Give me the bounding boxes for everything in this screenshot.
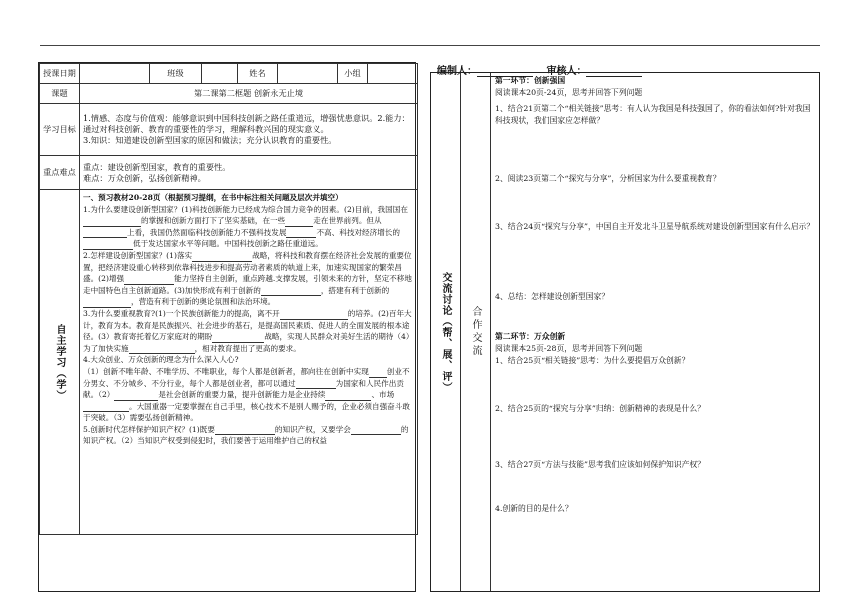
section-2-title: [495, 331, 815, 343]
text-run: 战略，实现人民群众对美好生活的期待（4）为了加快实施: [83, 332, 414, 353]
blank[interactable]: [325, 392, 371, 401]
top-rule: [40, 45, 820, 46]
objectives-label-text: 学习目标: [43, 124, 76, 134]
text-run: 不高、科技对经济增长的: [316, 227, 400, 237]
discussion-label: 交流讨论（帮、展、评）: [440, 271, 451, 393]
text-run: 走在世界前列。但从: [313, 216, 382, 226]
lesson-table: [39, 63, 418, 535]
name-cell[interactable]: [278, 64, 338, 84]
text-run: 的培养。(2)百年大计，教育为本。教育是民族振兴、社会进步的基石，是提高国民素质、促进人的全面发展的根本途径。(3）教育寄托着亿万家庭对的期盼: [83, 308, 412, 342]
group-cell[interactable]: [368, 64, 418, 84]
discussion-label-cell: [431, 73, 461, 591]
question-4: 4、总结：怎样建设创新型国家？: [495, 292, 610, 301]
objective-item: 1.情感、态度与价值观：能够意识到中国科技创新之路任重道远，增强忧患意识。2.能力：通过对科技创新、教育的重要性的学习，理解科教兴国的现实意义。: [83, 113, 410, 134]
discussion-content: [491, 73, 819, 591]
self-study-label: 自主学习（学）: [54, 323, 65, 401]
text-run: 的知识产权，又要学会: [274, 424, 351, 434]
text-run: ，搭建有利于创新的: [320, 285, 390, 295]
text-run: 的掌握和创新方面打下了坚实基础，在一些: [141, 216, 286, 226]
topic-label: 课题: [40, 84, 80, 104]
text-run: （1）创新不唯年龄、不唯学历、不唯职业，每个人都是创新者，都向往在创新中实现: [83, 366, 369, 376]
section-2-instruction: 阅读课本25页-28页，思考并回答下列问题: [495, 344, 643, 353]
study-item-1: [83, 204, 414, 250]
blank[interactable]: [280, 311, 348, 320]
self-study-heading: 一、预习教材20-28页（根据预习提纲，在书中标注相关问题及层次并填空）: [83, 193, 343, 202]
blank[interactable]: [261, 287, 321, 296]
blank[interactable]: [83, 241, 133, 250]
question-3: 3、结合24页“探究与分享”，中国自主开发北斗卫星导航系统对建设创新型国家有什么启示？: [495, 222, 815, 231]
key-point-item: 重点：建设创新型国家，教育的重要性。: [83, 161, 231, 172]
group-label: 小组: [338, 64, 368, 84]
section-2-title-text: 第二环节：万众创新: [495, 332, 566, 341]
text-run: 能力坚持自主创新，重点跨越.支撑发展，引领未来的方针，坚定不移地走中国特色自主创新道路。(3)加快形成有利于创新的: [83, 274, 412, 295]
question-1: 1、结合21页第二个“相关链接”思考：有人认为我国是科技强国了，你的看法如何?针对我国科技现状，我们国家应怎样做？: [495, 104, 811, 125]
right-page: [430, 72, 820, 592]
blank[interactable]: [296, 380, 336, 389]
study-item-3: [83, 308, 414, 354]
objective-item: 3.知识：知道建设创新型国家的原因和做法；充分认识教育的重要性。: [83, 135, 337, 145]
text-run: 4.大众创业、万众创新的理念为什么深入人心?: [83, 355, 239, 365]
blank[interactable]: [192, 253, 252, 262]
text-run: 为国家和人民作出贡献。（2）: [83, 378, 404, 400]
text-run: ，营造有利于创新的奥论氛围和法治环境。: [131, 297, 276, 307]
text-run: 3.为什么要重视教育?(1)一个民族创新能力的提高，离不开: [83, 308, 280, 318]
text-run: 创业不分男女、不分城乡、不分行业，每个人都是创业者，都可以通过: [83, 366, 410, 388]
text-run: ，相对教育提出了更高的要求。: [194, 343, 301, 353]
blank[interactable]: [124, 276, 174, 285]
cooperation-label-cell: [461, 73, 491, 591]
blank[interactable]: [114, 392, 158, 401]
class-cell[interactable]: [202, 64, 238, 84]
text-run: 上看，我国仍然面临科技创新能力不强科技发展: [127, 227, 287, 237]
key-point-item: 难点：万众创新，弘扬创新精神。: [83, 172, 206, 183]
cooperation-label: 合作交流: [470, 306, 481, 358]
key-points-label: [40, 156, 80, 190]
date-cell[interactable]: [80, 64, 150, 84]
question-7: 3、结合27页“方法与技能”思考我们应该如何保护知识产权？: [495, 460, 705, 469]
study-item-5: [83, 424, 414, 447]
name-label: 姓名: [238, 64, 278, 84]
blank[interactable]: [286, 229, 316, 238]
editor-label: 编制人：: [437, 66, 477, 77]
study-item-2: [83, 250, 414, 308]
text-run: 5.创新时代怎样保护知识产权？(1)既要: [83, 424, 215, 434]
objectives-text: [80, 104, 418, 156]
section-1-title: [495, 75, 815, 87]
left-page: [38, 62, 416, 592]
text-run: 是社会创新的重要力量，提升创新能力是企业持续: [158, 390, 326, 400]
blank[interactable]: [83, 229, 127, 238]
key-points-label-text: 重点难点: [43, 167, 76, 177]
study-item-4: [83, 354, 414, 424]
objectives-label: [40, 104, 80, 156]
blank[interactable]: [212, 334, 264, 343]
blank[interactable]: [83, 299, 131, 308]
text-run: 、市场: [371, 390, 395, 400]
date-label: 授课日期: [40, 64, 80, 84]
text-run: 战略，将科技和教育摆在经济社会发展的重要位置，把经济建设重心转移到依靠科技进步和提高劳动者素质的轨道上来，加速实现国家的繁荣昌盛。(2)增强: [83, 250, 412, 284]
key-points-text: [80, 156, 418, 190]
question-2: 2、阅读23页第二个“探究与分享”，分析国家为什么要重视教育？: [495, 174, 721, 183]
question-5: 1、结合25页“相关链接”思考：为什么要提倡万众创新？: [495, 356, 690, 365]
blank[interactable]: [351, 426, 401, 435]
class-label: 班级: [150, 64, 202, 84]
blank[interactable]: [129, 345, 195, 354]
topic-value: 第二课第二框题 创新永无止境: [80, 84, 418, 104]
text-run: 1.为什么要建设创新型国家？(1)科技创新能力已经成为综合国力竞争的因素。(2)目前，我国国在: [83, 204, 408, 214]
text-run: 。大国重器一定要掌握在自己手里，核心技术不是别人赐予的，企业必须自强奋斗敢于突破。（3）需要弘扬创新精神。: [83, 401, 410, 423]
reviewer-label: 审核人：: [546, 66, 587, 77]
section-1-instruction: 阅读课本20页-24页，思考并回答下列问题: [495, 88, 643, 97]
question-8: 4.创新的目的是什么？: [495, 504, 573, 513]
blank[interactable]: [285, 218, 313, 227]
self-study-content: [80, 190, 418, 535]
blank[interactable]: [369, 369, 387, 378]
text-run: 2.怎样建设创新型国家？(1)落实: [83, 250, 193, 260]
text-run: 低于发达国家水平等问题。中国科技创新之路任重道远。: [133, 239, 323, 249]
blank[interactable]: [215, 426, 275, 435]
blank[interactable]: [83, 218, 141, 227]
section-1-title-text: 第一环节：创新强国: [495, 76, 566, 85]
blank[interactable]: [83, 403, 129, 412]
question-6: 2、结合25页的“探究与分享”归纳：创新精神的表现是什么？: [495, 404, 705, 413]
self-study-label-cell: [40, 190, 80, 535]
text-run: 的知识产权。（2）当知识产权受到侵犯时，我们要善于运用维护自己的权益: [83, 424, 409, 446]
